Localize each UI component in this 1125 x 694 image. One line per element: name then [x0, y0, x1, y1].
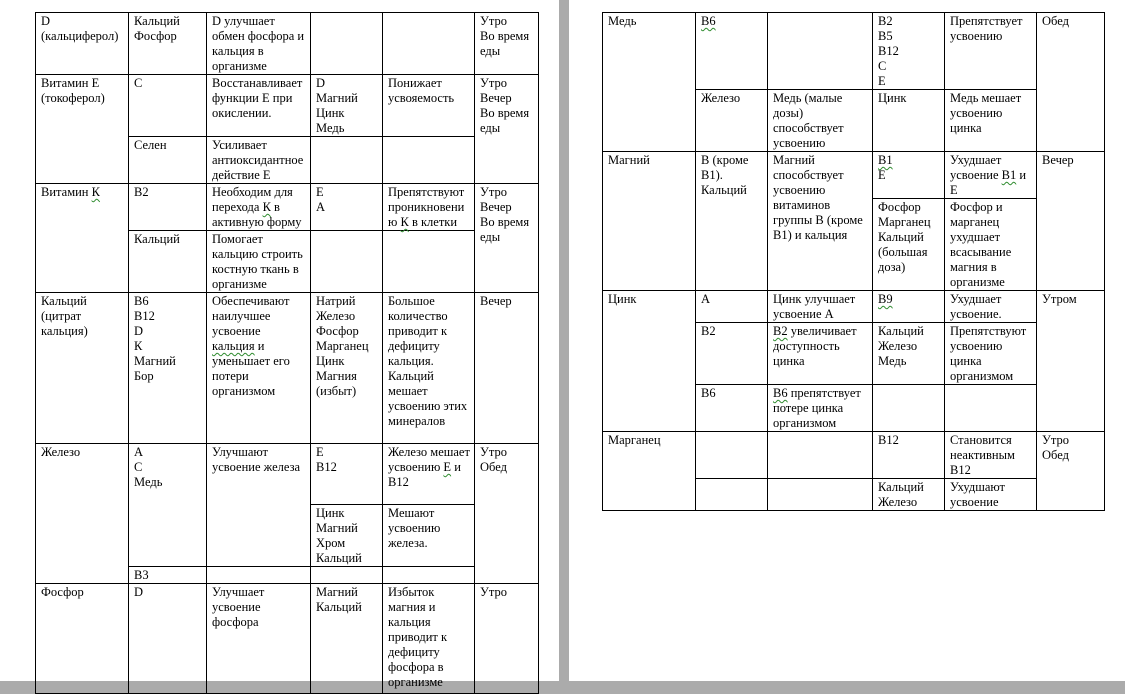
synergist-cell: В6: [696, 385, 768, 432]
antagonist-cell: В1 Е: [873, 152, 945, 199]
antagonist-cell: В12: [873, 432, 945, 479]
antagonist-cell: [311, 137, 383, 184]
table-row-vitamin-e: [36, 75, 539, 137]
antagonist-effect-cell: Становится неактивным В12: [945, 432, 1037, 479]
synergy-effect-cell: Помогает кальцию строить костную ткань в организме: [207, 231, 311, 293]
antagonist-cell: Е В12: [311, 444, 383, 505]
page-gap: [559, 0, 569, 681]
antagonist-effect-cell: Ухудшает усвоение В1 и Е: [945, 152, 1037, 199]
synergy-effect-cell: [768, 13, 873, 90]
antagonist-effect-cell: [383, 231, 475, 293]
synergist-cell: [696, 432, 768, 479]
table-row-zinc: [603, 291, 1105, 323]
table-row-copper: [603, 13, 1105, 90]
intake-time-cell: Утро: [475, 584, 539, 694]
nutrient-name: Витамин К: [36, 184, 129, 293]
nutrient-name: Фосфор: [36, 584, 129, 694]
table-row-vitamin-d: [36, 13, 539, 75]
antagonist-cell: D Магний Цинк Медь: [311, 75, 383, 137]
table-row-phosphorus: [36, 584, 539, 694]
antagonist-effect-cell: Ухудшают усвоение: [945, 479, 1037, 511]
antagonist-cell: Магний Кальций: [311, 584, 383, 694]
synergy-effect-cell: D улучшает обмен фосфора и кальция в организме: [207, 13, 311, 75]
synergy-effect-cell: Улучшает усвоение фосфора: [207, 584, 311, 694]
antagonist-effect-cell: Фосфор и марганец ухудшает всасывание магния в организме: [945, 199, 1037, 291]
nutrient-name: D (кальциферол): [36, 13, 129, 75]
intake-time-cell: Утром: [1037, 291, 1105, 432]
intake-time-cell: Утро Вечер Во время еды: [475, 184, 539, 293]
synergist-cell: D: [129, 584, 207, 694]
synergist-cell: А: [696, 291, 768, 323]
nutrient-name: Цинк: [603, 291, 696, 432]
antagonist-effect-cell: [945, 385, 1037, 432]
intake-time-cell: Утро Обед: [475, 444, 539, 584]
synergy-effect-cell: Медь (малые дозы) способствует усвоению: [768, 90, 873, 152]
table-row-calcium: [36, 293, 539, 444]
nutrient-name: Марганец: [603, 432, 696, 511]
antagonist-cell: [873, 385, 945, 432]
antagonist-effect-cell: [383, 567, 475, 584]
synergist-cell: В6: [696, 13, 768, 90]
antagonist-effect-cell: Медь мешает усвоению цинка: [945, 90, 1037, 152]
antagonist-effect-cell: Ухудшает усвоение.: [945, 291, 1037, 323]
synergist-cell: Селен: [129, 137, 207, 184]
antagonist-cell: [311, 231, 383, 293]
intake-time-cell: Вечер: [475, 293, 539, 444]
intake-time-cell: Утро Вечер Во время еды: [475, 75, 539, 184]
synergist-cell: [696, 479, 768, 511]
synergy-effect-cell: Магний способствует усвоению витаминов группы В (кроме В1) и кальция: [768, 152, 873, 291]
synergist-cell: В2: [696, 323, 768, 385]
antagonist-effect-cell: Препятствуют усвоению цинка организмом: [945, 323, 1037, 385]
antagonist-effect-cell: [383, 137, 475, 184]
synergy-effect-cell: Необходим для перехода К в активную форму: [207, 184, 311, 231]
antagonist-effect-cell: Большое количество приводит к дефициту кальция. Кальций мешает усвоению этих минералов: [383, 293, 475, 444]
antagonist-cell: Фосфор Марганец Кальций (большая доза): [873, 199, 945, 291]
synergy-effect-cell: Усиливает антиоксидантное действие Е: [207, 137, 311, 184]
antagonist-effect-cell: Мешают усвоению железа.: [383, 505, 475, 567]
antagonist-cell: В2 В5 В12 С Е: [873, 13, 945, 90]
synergist-cell: В3: [129, 567, 207, 584]
synergist-cell: Железо: [696, 90, 768, 152]
table-row-iron: [36, 444, 539, 505]
antagonist-effect-cell: Препятствует усвоению: [945, 13, 1037, 90]
intake-time-cell: Утро Во время еды: [475, 13, 539, 75]
table-row-manganese: [603, 432, 1105, 479]
synergist-cell: В2: [129, 184, 207, 231]
intake-time-cell: Вечер: [1037, 152, 1105, 291]
antagonist-effect-cell: Избыток магния и кальция приводит к дефициту фосфора в организме: [383, 584, 475, 694]
antagonist-cell: Кальций Железо Медь: [873, 323, 945, 385]
nutrient-name: Железо: [36, 444, 129, 584]
antagonist-effect-cell: Понижает усвояемость: [383, 75, 475, 137]
antagonist-cell: Кальций Железо: [873, 479, 945, 511]
antagonist-cell: В9: [873, 291, 945, 323]
synergy-effect-cell: [207, 567, 311, 584]
intake-time-cell: Утро Обед: [1037, 432, 1105, 511]
synergist-cell: Кальций: [129, 231, 207, 293]
synergy-effect-cell: В6 препятствует потере цинка организмом: [768, 385, 873, 432]
synergy-effect-cell: [768, 432, 873, 479]
document-page-left: [0, 0, 559, 689]
synergist-cell: С: [129, 75, 207, 137]
intake-time-cell: Обед: [1037, 13, 1105, 152]
antagonist-cell: Натрий Железо Фосфор Марганец Цинк Магния (избыт): [311, 293, 383, 444]
antagonist-cell: Цинк: [873, 90, 945, 152]
synergy-effect-cell: Обеспечивают наилучшее усвоение кальция и уменьшает его потери организмом: [207, 293, 311, 444]
synergy-effect-cell: В2 увеличивает доступность цинка: [768, 323, 873, 385]
table-row-magnesium: [603, 152, 1105, 199]
nutrient-table-right: [602, 12, 1105, 511]
nutrient-name: Кальций (цитрат кальция): [36, 293, 129, 444]
synergy-effect-cell: Цинк улучшает усвоение А: [768, 291, 873, 323]
antagonist-effect-cell: [383, 13, 475, 75]
document-page-right: [569, 0, 1125, 681]
synergist-cell: А С Медь: [129, 444, 207, 567]
antagonist-cell: [311, 13, 383, 75]
antagonist-cell: [311, 567, 383, 584]
synergy-effect-cell: Улучшают усвоение железа: [207, 444, 311, 567]
synergist-cell: Кальций Фосфор: [129, 13, 207, 75]
nutrient-table-left: [35, 12, 539, 694]
nutrient-name: Медь: [603, 13, 696, 152]
antagonist-effect-cell: Препятствуют проникновению К в клетки: [383, 184, 475, 231]
synergist-cell: В6 В12 D К Магний Бор: [129, 293, 207, 444]
synergy-effect-cell: [768, 479, 873, 511]
synergist-cell: В (кроме В1). Кальций: [696, 152, 768, 291]
synergy-effect-cell: Восстанавливает функции Е при окислении.: [207, 75, 311, 137]
antagonist-cell: Е А: [311, 184, 383, 231]
antagonist-cell: Цинк Магний Хром Кальций: [311, 505, 383, 567]
nutrient-name: Витамин Е (токоферол): [36, 75, 129, 184]
antagonist-effect-cell: Железо мешает усвоению Е и В12: [383, 444, 475, 505]
table-row-vitamin-k: [36, 184, 539, 231]
nutrient-name: Магний: [603, 152, 696, 291]
